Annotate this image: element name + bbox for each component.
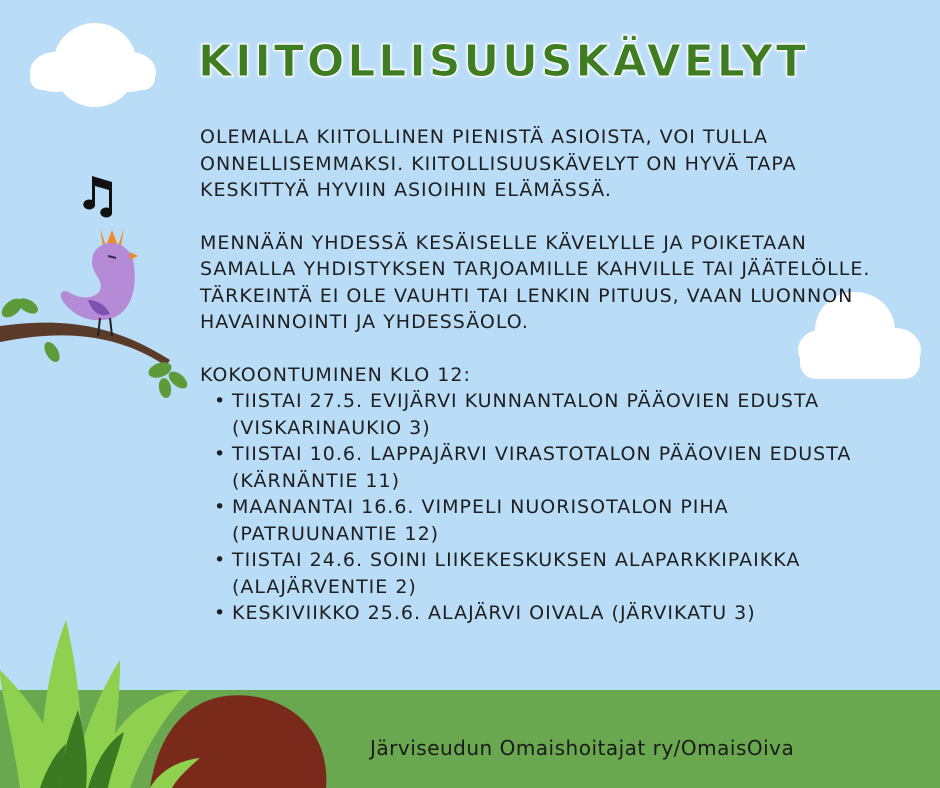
cloud-top-left xyxy=(30,23,156,107)
list-item: • TIISTAI 24.6. SOINI LIIKEKESKUKSEN ALAPARKKIPAIKKA (ALAJÄRVENTIE 2) xyxy=(232,547,890,600)
list-item: • KESKIVIIKKO 25.6. ALAJÄRVI OIVALA (JÄRVIKATU 3) xyxy=(232,600,890,627)
bird xyxy=(61,228,138,336)
list-item: • TIISTAI 27.5. EVIJÄRVI KUNNANTALON PÄÄOVIEN EDUSTA (VISKARINAUKIO 3) xyxy=(232,388,890,441)
meeting-heading: KOKOONTUMINEN KLO 12: xyxy=(200,363,471,386)
session-list xyxy=(200,388,890,627)
invitation-paragraph: MENNÄÄN YHDESSÄ KESÄISELLE KÄVELYLLE JA POIKETAAN SAMALLA YHDISTYKSEN TARJOAMILLE KAHVILLE TAI JÄÄTELÖLLE. TÄRKEINTÄ EI OLE VAUHTI TAI LENKIN PITUUS, VAAN LUONNON HAVAINNOINTI JA YHDESSÄOLO. xyxy=(200,231,871,333)
list-item: • TIISTAI 10.6. LAPPAJÄRVI VIRASTOTALON PÄÄOVIEN EDUSTA (KÄRNÄNTIE 11) xyxy=(232,441,890,494)
body-text xyxy=(200,124,890,627)
intro-paragraph: OLEMALLA KIITOLLINEN PIENISTÄ ASIOISTA, VOI TULLA ONNELLISEMMAKSI. KIITOLLISUUSKÄVELYT ON HYVÄ TAPA KESKITTYÄ HYVIIN ASIOIHIN ELÄMÄSSÄ. xyxy=(200,126,797,201)
page-title: KIITOLLISUUSKÄVELYT xyxy=(198,36,809,87)
organization-footer: Järviseudun Omaishoitajat ry/OmaisOiva xyxy=(370,736,795,760)
music-note-icon xyxy=(83,176,112,217)
list-item: • MAANANTAI 16.6. VIMPELI NUORISOTALON PIHA (PATRUUNANTIE 12) xyxy=(232,494,890,547)
